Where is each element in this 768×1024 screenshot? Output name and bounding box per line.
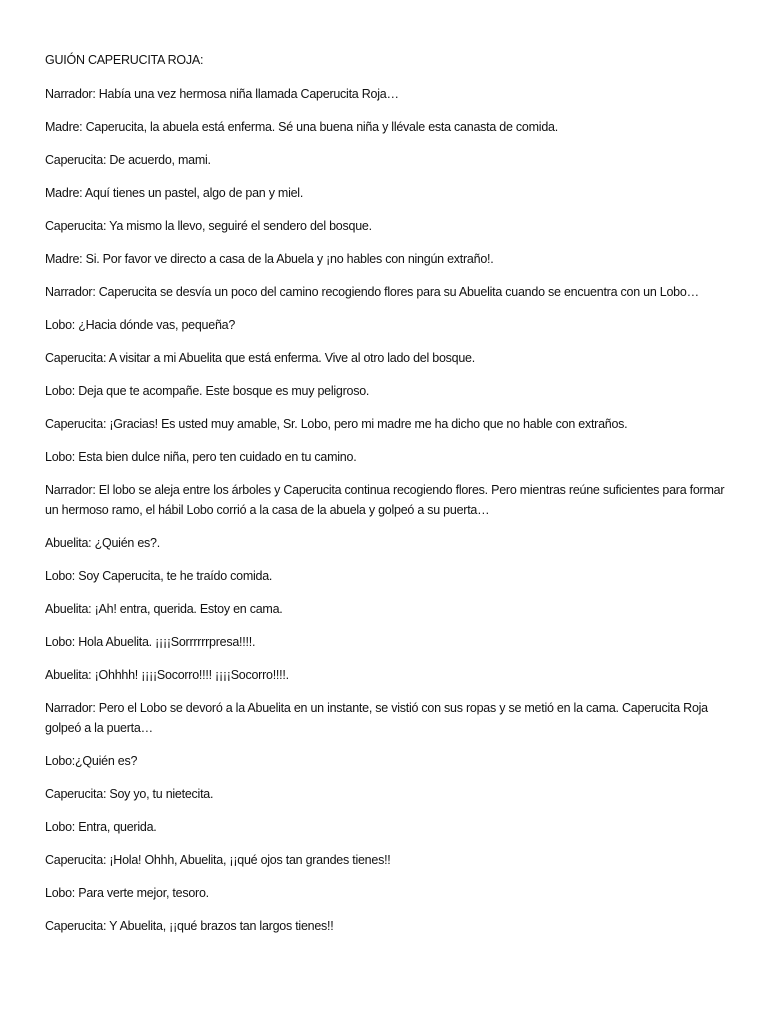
dialogue-line: Narrador: Pero el Lobo se devoró a la Abuelita en un instante, se vistió con sus ropas y se metió en la cama. Caperucita Roja golpeó a la puerta…	[45, 701, 708, 735]
dialogue-line: Caperucita: De acuerdo, mami.	[45, 153, 211, 167]
dialogue-line: Lobo: ¿Hacia dónde vas, pequeña?	[45, 318, 236, 332]
dialogue-line: Madre: Si. Por favor ve directo a casa de la Abuela y ¡no hables con ningún extraño!.	[45, 252, 494, 266]
dialogue-line: Narrador: Había una vez hermosa niña llamada Caperucita Roja…	[45, 87, 399, 101]
script-document	[45, 50, 725, 949]
dialogue-line: Abuelita: ¿Quién es?.	[45, 536, 160, 550]
dialogue-line: Lobo: Para verte mejor, tesoro.	[45, 886, 209, 900]
dialogue-line: Narrador: Caperucita se desvía un poco del camino recogiendo flores para su Abuelita cuando se encuentra con un Lobo…	[45, 285, 699, 299]
dialogue-line: Caperucita: ¡Hola! Ohhh, Abuelita, ¡¡qué ojos tan grandes tienes!!	[45, 853, 391, 867]
dialogue-line: Lobo: Entra, querida.	[45, 820, 157, 834]
dialogue-line: Narrador: El lobo se aleja entre los árboles y Caperucita continua recogiendo flores. Pero mientras reúne suficientes para formar un hermoso ramo, el hábil Lobo corrió a la casa de la abuela y golpeó a su puerta…	[45, 483, 725, 517]
dialogue-line: Lobo: Hola Abuelita. ¡¡¡¡Sorrrrrrpresa!!!!.	[45, 635, 256, 649]
dialogue-lines	[45, 84, 725, 936]
dialogue-line: Madre: Caperucita, la abuela está enferma. Sé una buena niña y llévale esta canasta de comida.	[45, 120, 558, 134]
dialogue-line: Abuelita: ¡Ohhhh! ¡¡¡¡Socorro!!!! ¡¡¡¡Socorro!!!!.	[45, 668, 289, 682]
document-title: GUIÓN CAPERUCITA ROJA:	[45, 53, 204, 67]
dialogue-line: Lobo:¿Quién es?	[45, 754, 138, 768]
dialogue-line: Caperucita: A visitar a mi Abuelita que está enferma. Vive al otro lado del bosque.	[45, 351, 475, 365]
dialogue-line: Caperucita: Y Abuelita, ¡¡qué brazos tan largos tienes!!	[45, 919, 334, 933]
dialogue-line: Lobo: Esta bien dulce niña, pero ten cuidado en tu camino.	[45, 450, 357, 464]
dialogue-line: Abuelita: ¡Ah! entra, querida. Estoy en cama.	[45, 602, 283, 616]
dialogue-line: Caperucita: ¡Gracias! Es usted muy amable, Sr. Lobo, pero mi madre me ha dicho que no hable con extraños.	[45, 417, 628, 431]
dialogue-line: Madre: Aquí tienes un pastel, algo de pan y miel.	[45, 186, 304, 200]
dialogue-line: Caperucita: Ya mismo la llevo, seguiré el sendero del bosque.	[45, 219, 372, 233]
dialogue-line: Lobo: Soy Caperucita, te he traído comida.	[45, 569, 273, 583]
dialogue-line: Caperucita: Soy yo, tu nietecita.	[45, 787, 214, 801]
dialogue-line: Lobo: Deja que te acompañe. Este bosque es muy peligroso.	[45, 384, 370, 398]
